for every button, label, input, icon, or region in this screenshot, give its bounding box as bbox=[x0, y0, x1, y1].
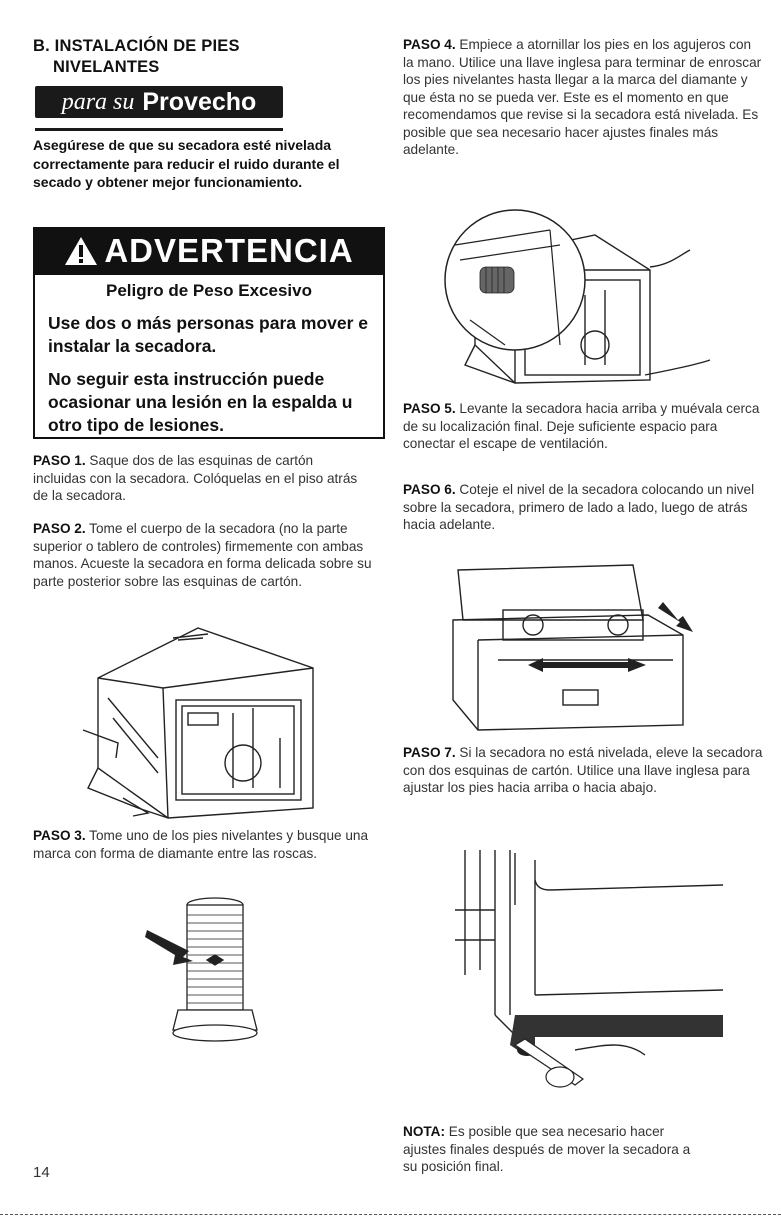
intro-text: Asegúrese de que su secadora esté nivelada correctamente para reducir el ruido durante el secado y obtener mejor funcionamiento. bbox=[33, 137, 340, 190]
step-1-text: Saque dos de las esquinas de cartón incluidas con la secadora. Colóquelas en el piso atrás de la secadora. bbox=[33, 453, 358, 503]
step-6-text: Coteje el nivel de la secadora colocando un nivel sobre la secadora, primero de lado a lado, luego de atrás hacia adelante. bbox=[403, 482, 755, 532]
step-2-text: Tome el cuerpo de la secadora (no la parte superior o tablero de controles) firmemente con ambas manos. Acueste la secadora en forma delicada sobre su parte posterior sobre las esquinas de cartón. bbox=[33, 521, 372, 589]
step-7-label: PASO 7. bbox=[403, 745, 456, 760]
provecho-para: para su bbox=[61, 88, 135, 115]
step-6 bbox=[403, 481, 765, 534]
warning-subtitle: Peligro de Peso Excesivo bbox=[106, 281, 312, 300]
warning-header bbox=[33, 227, 385, 275]
step-4-label: PASO 4. bbox=[403, 37, 456, 52]
level-check-illustration bbox=[448, 560, 698, 735]
step-4-text: Empiece a atornillar los pies en los agujeros con la mano. Utilice una llave inglesa para terminar de enroscar los pies nivelantes hasta llegar a la marca del diamante y que ésta no se pueda ver. Este es el momento en que recomendamos que revise si la secadora está nivelada. Es posible que sea necesario hacer ajustes finales más adelante. bbox=[403, 37, 762, 157]
page-number: 14 bbox=[33, 1164, 50, 1181]
note bbox=[403, 1123, 703, 1176]
leveling-leg-illustration bbox=[145, 895, 275, 1055]
section-title bbox=[33, 36, 240, 78]
dryer-on-back-illustration bbox=[78, 618, 338, 823]
warning-title: ADVERTENCIA bbox=[104, 232, 354, 269]
provecho-word: Provecho bbox=[142, 87, 257, 116]
step-1 bbox=[33, 452, 368, 505]
wrench-adjust-illustration bbox=[455, 845, 725, 1090]
warning-line2: No seguir esta instrucción puede ocasionar una lesión en la espalda u otro tipo de lesiones. bbox=[48, 369, 353, 435]
step-5-label: PASO 5. bbox=[403, 401, 456, 416]
step-3 bbox=[33, 827, 373, 862]
warning-line1: Use dos o más personas para mover e instalar la secadora. bbox=[48, 313, 368, 356]
step-1-label: PASO 1. bbox=[33, 453, 86, 468]
bottom-rule bbox=[0, 1214, 781, 1215]
warning-triangle-icon bbox=[64, 236, 98, 266]
section-title-line2: NIVELANTES bbox=[53, 58, 160, 76]
provecho-rule bbox=[35, 128, 283, 131]
step-4 bbox=[403, 36, 765, 159]
step-6-label: PASO 6. bbox=[403, 482, 456, 497]
step-5-text: Levante la secadora hacia arriba y muévala cerca de su localización final. Deje suficiente espacio para conectar el escape de ventilación. bbox=[403, 401, 760, 451]
step-7 bbox=[403, 744, 768, 797]
section-title-line1: B. INSTALACIÓN DE PIES bbox=[33, 37, 240, 55]
step-7-text: Si la secadora no está nivelada, eleve la secadora con dos esquinas de cartón. Utilice una llave inglesa para ajustar los pies hacia arriba o hacia abajo. bbox=[403, 745, 763, 795]
step-3-label: PASO 3. bbox=[33, 828, 86, 843]
step-5 bbox=[403, 400, 765, 453]
note-text: Es posible que sea necesario hacer ajustes finales después de mover la secadora a su posición final. bbox=[403, 1124, 691, 1174]
step-2-label: PASO 2. bbox=[33, 521, 86, 536]
installing-legs-illustration bbox=[440, 205, 730, 390]
note-label: NOTA: bbox=[403, 1124, 446, 1139]
para-su-provecho-banner bbox=[35, 86, 283, 118]
step-3-text: Tome uno de los pies nivelantes y busque una marca con forma de diamante entre las roscas. bbox=[33, 828, 369, 861]
step-2 bbox=[33, 520, 373, 590]
